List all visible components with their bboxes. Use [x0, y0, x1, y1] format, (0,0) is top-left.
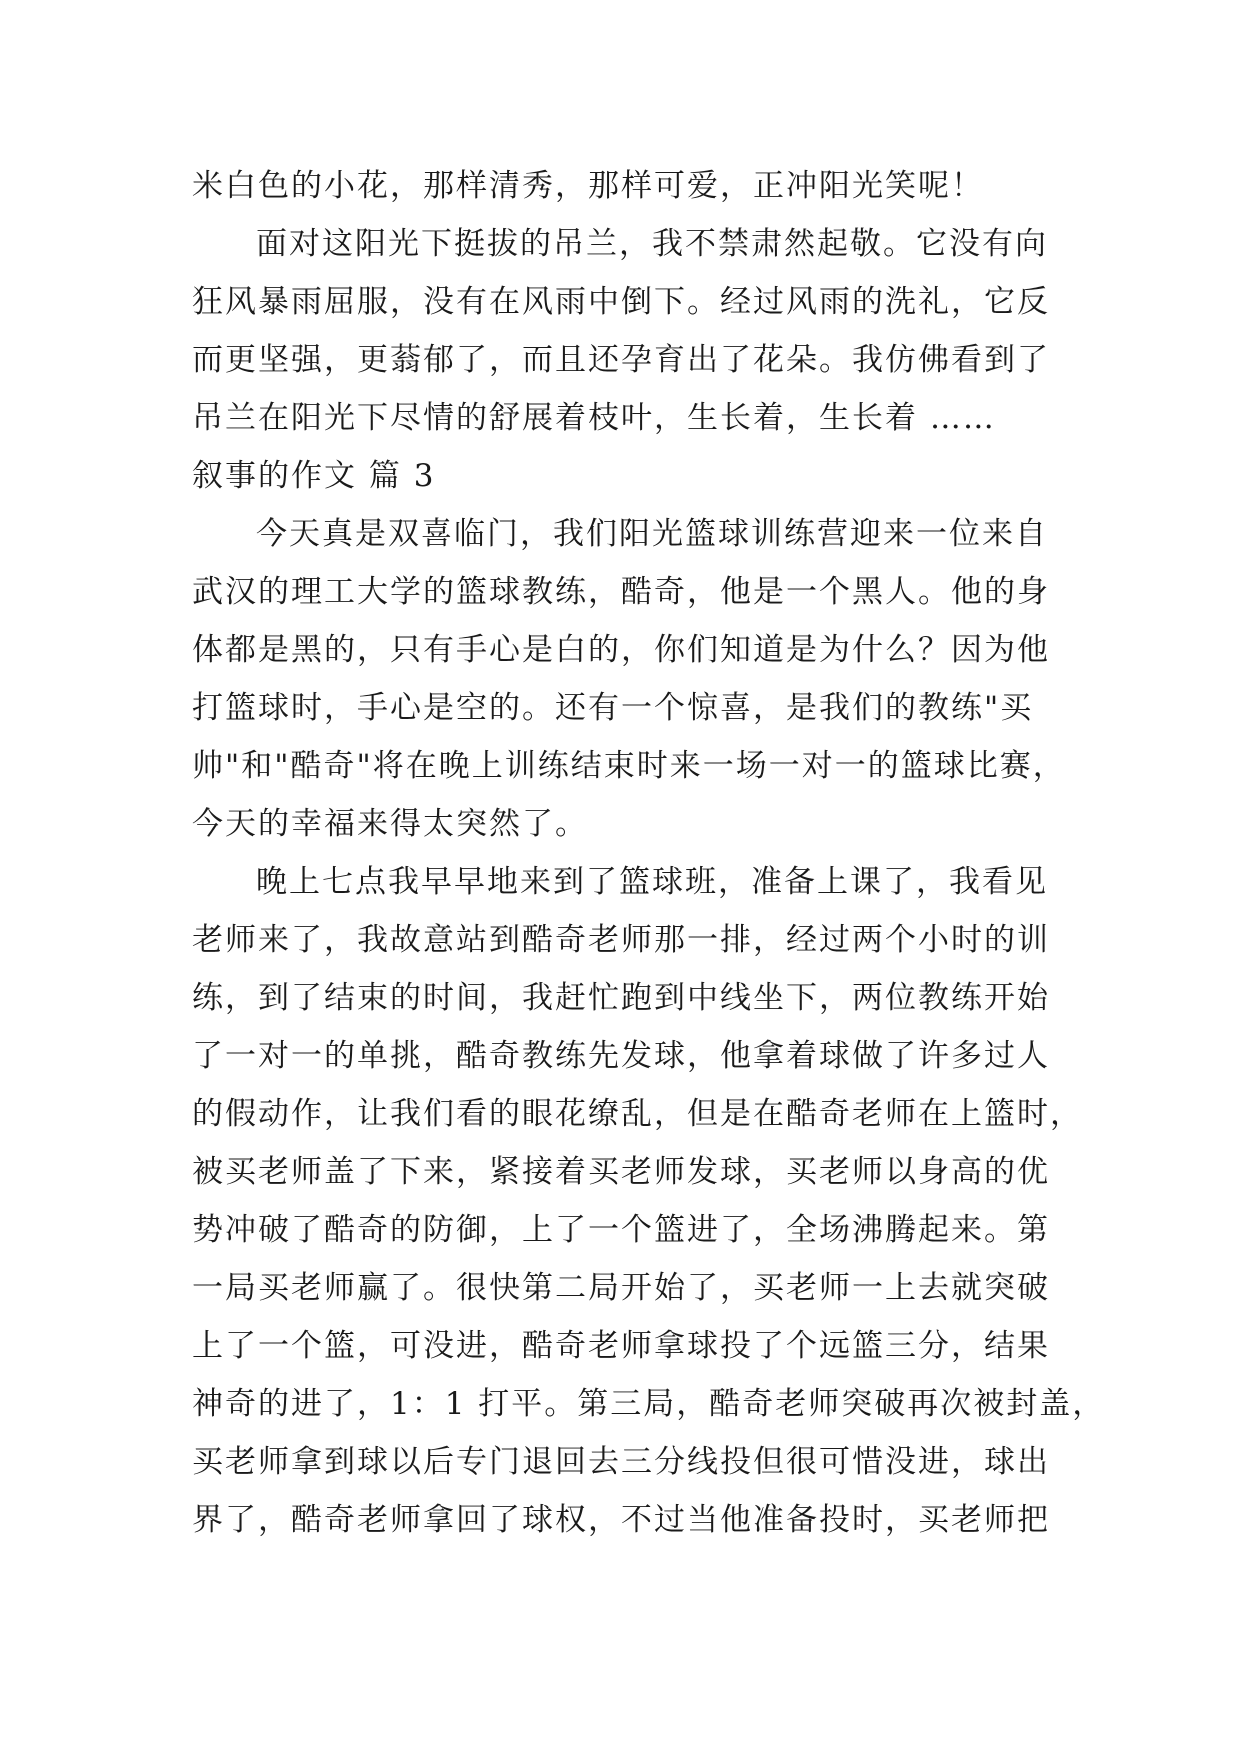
text-line: 老师来了，我故意站到酷奇老师那一排，经过两个小时的训 — [192, 922, 1050, 958]
text-line: 买老师拿到球以后专门退回去三分线投但很可惜没进，球出 — [192, 1444, 1050, 1480]
text-line: 狂风暴雨屈服，没有在风雨中倒下。经过风雨的洗礼，它反 — [192, 284, 1050, 320]
paragraph-start-line: 今天真是双喜临门，我们阳光篮球训练营迎来一位来自 — [256, 516, 1048, 552]
text-line: 神奇的进了，1：1 打平。第三局，酷奇老师突破再次被封盖， — [192, 1386, 1106, 1422]
text-line: 体都是黑的，只有手心是白的，你们知道是为什么？因为他 — [192, 632, 1050, 668]
text-line: 今天的幸福来得太突然了。 — [192, 806, 588, 842]
text-line: 的假动作，让我们看的眼花缭乱，但是在酷奇老师在上篮时， — [192, 1096, 1083, 1132]
text-line: 吊兰在阳光下尽情的舒展着枝叶，生长着，生长着 …… — [192, 400, 996, 436]
text-line: 练，到了结束的时间，我赶忙跑到中线坐下，两位教练开始 — [192, 980, 1050, 1016]
text-line: 打篮球时，手心是空的。还有一个惊喜，是我们的教练"买 — [192, 690, 1034, 726]
text-line: 一局买老师赢了。很快第二局开始了，买老师一上去就突破 — [192, 1270, 1050, 1306]
text-line: 武汉的理工大学的篮球教练，酷奇，他是一个黑人。他的身 — [192, 574, 1050, 610]
text-line: 势冲破了酷奇的防御，上了一个篮进了，全场沸腾起来。第 — [192, 1212, 1050, 1248]
section-heading: 叙事的作文 篇 3 — [192, 458, 436, 494]
paragraph-start-line: 晚上七点我早早地来到了篮球班，准备上课了，我看见 — [256, 864, 1048, 900]
essay-body — [192, 157, 1106, 1549]
text-line: 帅"和"酷奇"将在晚上训练结束时来一场一对一的篮球比赛， — [192, 748, 1066, 784]
text-line: 了一对一的单挑，酷奇教练先发球，他拿着球做了许多过人 — [192, 1038, 1050, 1074]
text-line: 上了一个篮，可没进，酷奇老师拿球投了个远篮三分，结果 — [192, 1328, 1050, 1364]
paragraph-start-line: 面对这阳光下挺拔的吊兰，我不禁肃然起敬。它没有向 — [256, 226, 1048, 262]
text-line: 界了，酷奇老师拿回了球权，不过当他准备投时，买老师把 — [192, 1502, 1050, 1538]
text-line: 被买老师盖了下来，紧接着买老师发球，买老师以身高的优 — [192, 1154, 1050, 1190]
text-line: 而更坚强，更蓊郁了，而且还孕育出了花朵。我仿佛看到了 — [192, 342, 1050, 378]
text-line: 米白色的小花，那样清秀，那样可爱，正冲阳光笑呢！ — [192, 168, 984, 204]
